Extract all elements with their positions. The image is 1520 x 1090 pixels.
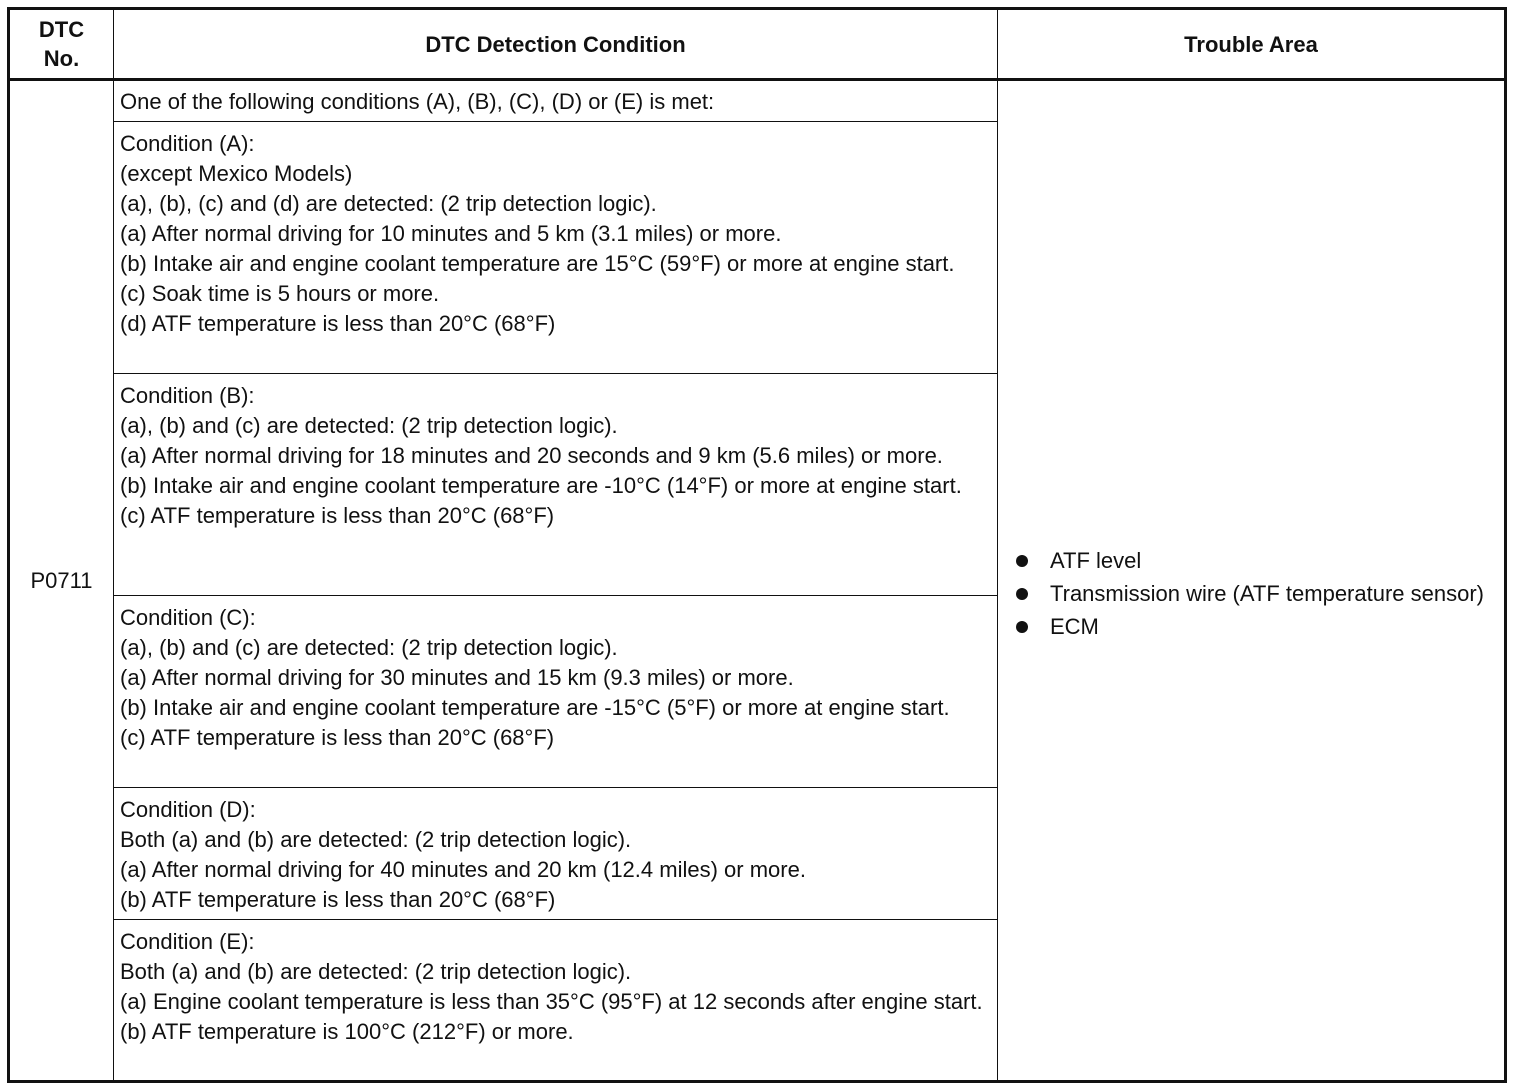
bullet-icon [1016, 555, 1028, 567]
header-dtc-no-line2: No. [43, 46, 80, 71]
condition-d-cell [114, 788, 998, 920]
trouble-area-list [1016, 546, 1504, 642]
condition-line: (except Mexico Models) [120, 161, 353, 186]
condition-line: Condition (B): [120, 383, 255, 408]
condition-line: Condition (E): [120, 929, 255, 954]
condition-line: (a), (b), (c) and (d) are detected: (2 trip detection logic). [120, 191, 657, 216]
header-detection-condition: DTC Detection Condition [114, 9, 998, 80]
dtc-code: P0711 [9, 80, 114, 1082]
table-row [9, 80, 1506, 122]
condition-line: (a) After normal driving for 18 minutes and 20 seconds and 9 km (5.6 miles) or more. [120, 443, 943, 468]
trouble-area-cell [998, 80, 1506, 1082]
condition-line: (a) After normal driving for 30 minutes and 15 km (9.3 miles) or more. [120, 665, 794, 690]
condition-line: (b) ATF temperature is 100°C (212°F) or more. [120, 1019, 574, 1044]
header-dtc-no-line1: DTC [38, 17, 85, 42]
condition-c-cell [114, 596, 998, 788]
bullet-icon [1016, 588, 1028, 600]
dtc-table [7, 7, 1507, 1083]
condition-line: Both (a) and (b) are detected: (2 trip detection logic). [120, 959, 632, 984]
condition-line: (c) ATF temperature is less than 20°C (68°F) [120, 725, 555, 750]
condition-line: Condition (C): [120, 605, 256, 630]
trouble-area-item [1016, 579, 1504, 609]
table-header-row [9, 9, 1506, 80]
bullet-icon [1016, 621, 1028, 633]
condition-b-cell [114, 374, 998, 596]
condition-line: Condition (A): [120, 131, 255, 156]
condition-line: (a), (b) and (c) are detected: (2 trip detection logic). [120, 413, 618, 438]
trouble-area-text: ATF level [1050, 548, 1142, 573]
trouble-area-text: Transmission wire (ATF temperature sensor) [1050, 581, 1484, 606]
trouble-area-item [1016, 612, 1504, 642]
condition-line: (b) Intake air and engine coolant temperature are 15°C (59°F) or more at engine start. [120, 251, 955, 276]
trouble-area-text: ECM [1050, 614, 1099, 639]
condition-line: (b) Intake air and engine coolant temperature are -10°C (14°F) or more at engine start. [120, 473, 962, 498]
condition-a-cell [114, 122, 998, 374]
header-trouble-area: Trouble Area [998, 9, 1506, 80]
condition-line: (d) ATF temperature is less than 20°C (68°F) [120, 311, 556, 336]
condition-line: Both (a) and (b) are detected: (2 trip detection logic). [120, 827, 632, 852]
condition-line: Condition (D): [120, 797, 256, 822]
condition-line: (a) After normal driving for 10 minutes and 5 km (3.1 miles) or more. [120, 221, 782, 246]
condition-intro: One of the following conditions (A), (B), (C), (D) or (E) is met: [114, 80, 998, 122]
condition-line: (c) ATF temperature is less than 20°C (68°F) [120, 503, 555, 528]
condition-line: (b) Intake air and engine coolant temperature are -15°C (5°F) or more at engine start. [120, 695, 950, 720]
condition-line: (a) After normal driving for 40 minutes and 20 km (12.4 miles) or more. [120, 857, 806, 882]
condition-line: (a), (b) and (c) are detected: (2 trip detection logic). [120, 635, 618, 660]
trouble-area-item [1016, 546, 1504, 576]
condition-e-cell [114, 920, 998, 1082]
condition-line: (b) ATF temperature is less than 20°C (68°F) [120, 887, 556, 912]
condition-line: (c) Soak time is 5 hours or more. [120, 281, 440, 306]
header-dtc-no [9, 9, 114, 80]
condition-line: (a) Engine coolant temperature is less than 35°C (95°F) at 12 seconds after engine start. [120, 989, 983, 1014]
